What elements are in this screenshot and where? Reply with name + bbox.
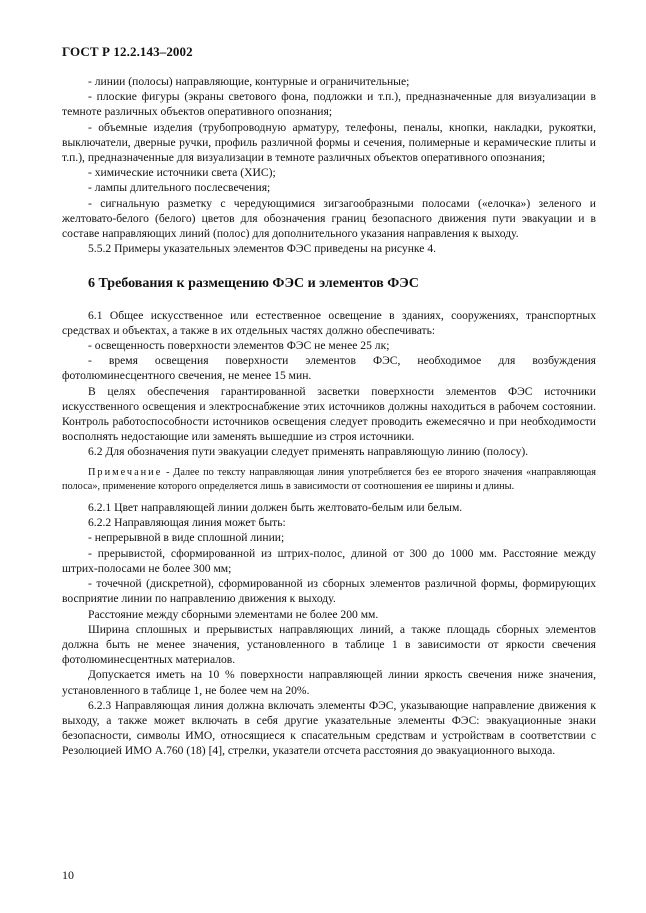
list-item: - прерывистой, сформированной из штрих-полос, длиной от 300 до 1000 мм. Расстояние между штрих-полосами не более 300 мм; bbox=[62, 546, 596, 575]
list-item: - время освещения поверхности элементов ФЭС, необходимое для возбуждения фотолюминесцентного свечения, не менее 15 мин. bbox=[62, 354, 596, 383]
paragraph-6-2-2: 6.2.2 Направляющая линия может быть: bbox=[88, 516, 286, 530]
note-label: Примечание bbox=[88, 466, 163, 478]
paragraph: Ширина сплошных и прерывистых направляющих линий, а также площадь сборных элементов должна быть не менее значения, установленного в таблице 1 в зависимости от яркости свечения фотолюминесцентных материалов. bbox=[62, 622, 596, 667]
document-header: ГОСТ Р 12.2.143–2002 bbox=[62, 44, 193, 59]
list-item: - непрерывной в виде сплошной линии; bbox=[88, 531, 285, 545]
paragraph-6-2: 6.2 Для обозначения пути эвакуации следует применять направляющую линию (полосу). bbox=[88, 445, 529, 459]
paragraph-6-1: 6.1 Общее искусственное или естественное освещение в зданиях, сооружениях, транспортных средствах и объектах, а также в их отдельных частях должно обеспечивать: bbox=[62, 308, 596, 337]
list-item: - освещенность поверхности элементов ФЭС не менее 25 лк; bbox=[88, 339, 390, 353]
note bbox=[62, 466, 596, 494]
section-heading: 6 Требования к размещению ФЭС и элементов ФЭС bbox=[88, 276, 419, 292]
paragraph: В целях обеспечения гарантированной засветки поверхности элементов ФЭС источники искусственного освещения и электроснабжение этих источников должны находиться в рабочем состоянии. Контроль работоспособности источников освещения следует проводить ежемесячно и при необходимости восполнять недостающие или заменять вышедшие из строя источники. bbox=[62, 384, 596, 444]
paragraph: Допускается иметь на 10 % поверхности направляющей линии яркость свечения ниже значения, установленного в таблице 1, не более чем на 20%. bbox=[62, 668, 596, 697]
page-number: 10 bbox=[62, 868, 74, 882]
paragraph: Расстояние между сборными элементами не более 200 мм. bbox=[88, 607, 379, 621]
list-item: - линии (полосы) направляющие, контурные и ограничительные; bbox=[88, 75, 410, 88]
list-item: - сигнальную разметку с чередующимися зигзагообразными полосами («елочка») зеленого и желтовато-белого (белого) цветов для обозначения границ безопасного движения пути эвакуации и в составе направляющих линий (полос) для дополнительного указания направления к выходу. bbox=[62, 196, 596, 241]
list-item: - химические источники света (ХИС); bbox=[88, 166, 276, 180]
paragraph-5-5-2: 5.5.2 Примеры указательных элементов ФЭС приведены на рисунке 4. bbox=[88, 242, 437, 256]
note-text: - Далее по тексту направляющая линия употребляется без ее второго значения «направляющая полоса», применение которого определяется лишь в зависимости от соотношения ее ширины и длины. bbox=[62, 466, 596, 492]
list-item: - объемные изделия (трубопроводную арматуру, телефоны, пеналы, кнопки, накладки, рукоятки, выключатели, дверные ручки, профиль различной формы и сечения, полимерные и керамические плиты и т.п.), предназначенные для визуализации в темноте различных объектов оперативного опознания; bbox=[62, 120, 596, 165]
list-item: - лампы длительного послесвечения; bbox=[88, 181, 271, 195]
list-item: - точечной (дискретной), сформированной из сборных элементов различной формы, формирующих восприятие линии по направлению движения к выходу. bbox=[62, 577, 596, 606]
paragraph-6-2-1: 6.2.1 Цвет направляющей линии должен быть желтовато-белым или белым. bbox=[88, 501, 463, 515]
document-body bbox=[62, 74, 596, 759]
list-item: - плоские фигуры (экраны светового фона, подложки и т.п.), предназначенные для визуализации в темноте различных объектов оперативного опознания; bbox=[62, 90, 596, 119]
paragraph-6-2-3: 6.2.3 Направляющая линия должна включать элементы ФЭС, указывающие направление движения к выходу, а также может включать в себя другие указательные элементы ФЭС: эвакуационные знаки безопасности, символы ИМО, относящиеся к спасательным средствам и устройствам в соответствии с Резолюцией ИМО А.760 (18) [4], стрелки, указатели отсчета расстояния до эвакуационного выхода. bbox=[62, 698, 596, 758]
